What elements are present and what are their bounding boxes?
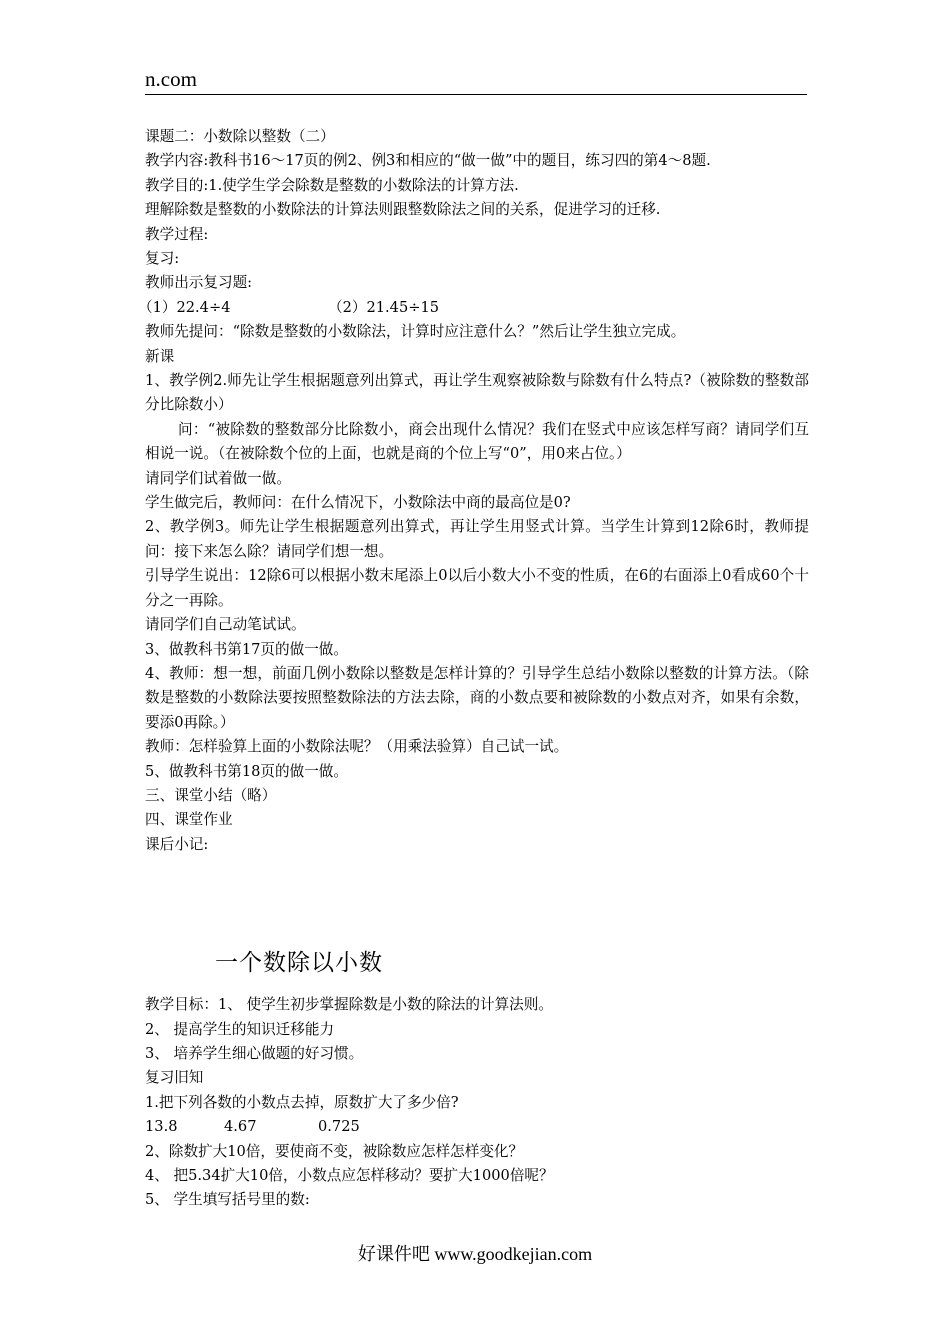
lesson2-question-2: 2、除数扩大10倍，要使商不变，被除数应怎样怎样变化？ (145, 1142, 524, 1160)
document-body (138, 125, 809, 1213)
lesson1-class-summary: 三、课堂小结（略） (145, 786, 277, 804)
lesson1-after: 学生做完后，教师问：在什么情况下，小数除法中商的最高位是0? (145, 494, 571, 512)
lesson1-line-title: 课题二：小数除以整数（二） (145, 128, 335, 145)
lesson2-question-4: 4、 把5.34扩大10倍，小数点应怎样移动？要扩大1000倍呢？ (145, 1167, 554, 1184)
lesson1-verify: 教师：怎样验算上面的小数除法呢？（用乘法验算）自己试一试。 (145, 738, 569, 756)
lesson1-notes: 课后小记: (145, 835, 209, 853)
page-footer: 好课件吧 www.goodkejian.com (357, 1244, 593, 1264)
lesson2-goal-3: 3、 培养学生细心做题的好习惯。 (145, 1044, 364, 1062)
review-questions (138, 296, 809, 320)
lesson1-line-goal: 教学目的:1.使学生学会除数是整数的小数除法的计算方法. (145, 176, 519, 194)
number-row (145, 1115, 809, 1139)
review-question-1: （1）22.4÷4 (138, 298, 231, 316)
lesson2-goal-2: 2、 提高学生的知识迁移能力 (145, 1020, 335, 1038)
lesson-one (138, 125, 809, 857)
lesson2-goal-1: 教学目标：1、 使学生初步掌握除数是小数的除法的计算法则。 (145, 996, 553, 1014)
number-2: 4.67 (224, 1118, 257, 1136)
lesson1-new-lesson: 新课 (145, 347, 175, 365)
lesson1-example-3: 2、教学例3。师先让学生根据题意列出算式，再让学生用竖式计算。当学生计算到12除6时，教师提问：接下来怎么除？请同学们想一想。 (145, 518, 809, 560)
lesson1-self-try: 请同学们自己动笔试试。 (145, 616, 306, 634)
lesson1-guide: 引导学生说出：12除6可以根据小数末尾添上0以后小数大小不变的性质，在6的右面添上0看成60个十分之一再除。 (145, 567, 809, 609)
lesson1-homework: 四、课堂作业 (145, 811, 233, 829)
review-question-2: （2）21.45÷15 (328, 298, 440, 316)
lesson1-question-paragraph: 问：“被除数的整数部分比除数小，商会出现什么情况？我们在竖式中应该怎样写商？请同学们互相说一说。（在被除数个位的上面，也就是商的个位上写“0”，用0来占位。） (145, 420, 809, 463)
page-header (145, 66, 807, 95)
lesson1-line-goal2: 理解除数是整数的小数除法的计算法则跟整数除法之间的关系，促进学习的迁移. (145, 201, 661, 219)
lesson1-teacher-question: 教师先提问：“除数是整数的小数除法，计算时应注意什么？”然后让学生独立完成。 (145, 323, 686, 341)
number-3: 0.725 (318, 1118, 360, 1136)
lesson1-try: 请同学们试着做一做。 (145, 469, 291, 487)
lesson1-example-2: 1、教学例2.师先让学生根据题意列出算式，再让学生观察被除数与除数有什么特点?（被除数的整数部分比除数小） (145, 372, 809, 414)
lesson1-line-process: 教学过程: (145, 225, 209, 243)
lesson2-question-1: 1.把下列各数的小数点去掉，原数扩大了多少倍? (145, 1093, 459, 1111)
lesson2-question-5: 5、 学生填写括号里的数: (145, 1191, 310, 1209)
header-text: n.com (145, 67, 197, 91)
lesson2-review: 复习旧知 (145, 1069, 204, 1087)
lesson1-line-review: 复习: (145, 250, 180, 268)
section-gap (145, 857, 809, 947)
lesson2-title: 一个数除以小数 (215, 950, 383, 977)
number-1: 13.8 (145, 1118, 178, 1136)
lesson1-exercise-17: 3、做教科书第17页的做一做。 (145, 640, 348, 658)
lesson1-exercise-18: 5、做教科书第18页的做一做。 (145, 762, 348, 780)
lesson1-line-review-intro: 教师出示复习题: (145, 274, 253, 292)
lesson-two (145, 947, 809, 1213)
lesson1-line-content: 教学内容:教科书16～17页的例2、例3和相应的“做一做”中的题目，练习四的第4～8题. (145, 152, 711, 170)
lesson1-summary-method: 4、教师：想一想，前面几例小数除以整数是怎样计算的？引导学生总结小数除以整数的计算方法。（除数是整数的小数除法要按照整数除法的方法去除，商的小数点要和被除数的小数点对齐，如果有余数，要添0再除。） (145, 664, 809, 731)
